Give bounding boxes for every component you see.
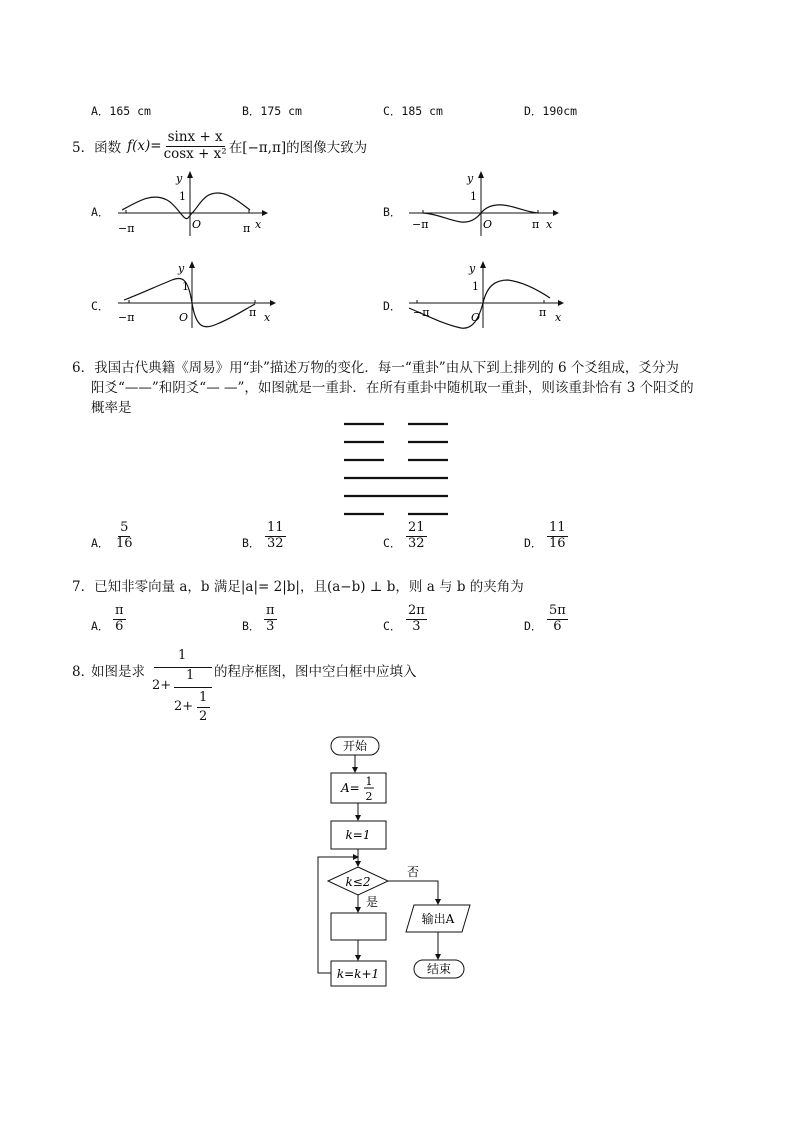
- graph-a-y-label: y: [176, 172, 183, 185]
- graph-b-y-label: y: [467, 172, 474, 185]
- graph-c-y-label: y: [178, 262, 185, 275]
- graph-c-neg-pi: −π: [118, 311, 135, 324]
- hexagram: [340, 418, 452, 520]
- q6-option-c-label: C．: [383, 536, 402, 550]
- q4-option-d: D．190cm: [524, 104, 578, 118]
- q7-option-d-label: D．: [524, 619, 543, 633]
- graph-d: [403, 258, 568, 330]
- q5-label-d: D．: [383, 299, 402, 313]
- q5-fraction-numerator: sinx + x: [167, 129, 223, 145]
- q8-text-before: 如图是求: [91, 664, 145, 680]
- graph-c-origin: O: [179, 311, 189, 324]
- graph-a-neg-pi: −π: [118, 222, 135, 235]
- q5-number: 5．: [72, 140, 95, 157]
- flowchart-assign-a: A=: [341, 781, 360, 795]
- graph-b-neg-pi: −π: [412, 218, 429, 231]
- flowchart-start-label: 开始: [342, 739, 368, 753]
- q7-option-a-label: A．: [91, 619, 110, 633]
- q5-label-a: A．: [91, 205, 110, 219]
- q6-option-b-value: $\frac{11}{32}$: [267, 520, 284, 551]
- graph-a-origin: O: [192, 218, 202, 231]
- flowchart-assign-a-den: 2: [365, 790, 373, 803]
- q6-option-d-value: $\frac{11}{16}$: [549, 520, 566, 551]
- graph-a: [112, 170, 272, 240]
- flowchart-init-k: k=1: [345, 828, 371, 842]
- q7-option-a-value: $\frac{\pi}{6}$: [115, 603, 124, 634]
- flowchart-increment: k=k+1: [336, 967, 380, 981]
- q6-option-d-label: D．: [524, 536, 543, 550]
- flowchart-output: 输出A: [421, 912, 455, 926]
- graph-d-neg-pi: −π: [413, 306, 430, 319]
- q6-stem: [72, 358, 694, 418]
- graph-d-one: 1: [472, 280, 479, 293]
- q5-text-before: 函数: [94, 140, 122, 157]
- q8-text-after: 的程序框图，图中空白框中应填入: [214, 664, 417, 680]
- q7-option-b-label: B．: [242, 619, 261, 633]
- q5-label-c: C．: [91, 299, 110, 313]
- flowchart-blank-box: [331, 913, 386, 940]
- graph-a-pi: π: [243, 222, 251, 235]
- graph-b-x-label: x: [546, 218, 553, 231]
- q5-fraction-denominator: cosx + x²: [163, 145, 227, 162]
- q6-line-3: 概率是: [91, 400, 132, 416]
- q6-option-a-value: $\frac{5}{16}$: [116, 520, 133, 551]
- graph-b-origin: O: [483, 218, 493, 231]
- q4-option-a: A．165 cm: [91, 104, 151, 118]
- q7-option-b-value: $\frac{\pi}{3}$: [266, 603, 275, 634]
- flowchart-assign-a-num: 1: [365, 775, 373, 788]
- q6-option-c-value: $\frac{21}{32}$: [408, 520, 425, 551]
- q5-label-b: B．: [383, 205, 402, 219]
- q4-option-b: B．175 cm: [242, 104, 302, 118]
- q7-option-c-label: C．: [383, 619, 402, 633]
- q8-number: 8．: [72, 664, 95, 680]
- graph-d-pi: π: [539, 306, 547, 319]
- flowchart-no-label: 否: [407, 865, 420, 879]
- graph-c-x-label: x: [264, 311, 271, 324]
- graph-b: [403, 170, 563, 240]
- flowchart-condition: k≤2: [345, 875, 371, 889]
- graph-d-origin: O: [471, 311, 481, 324]
- q7-option-d-value: $\frac{5\pi}{6}$: [549, 603, 566, 634]
- q5-stem: [72, 130, 367, 162]
- q6-option-a-label: A．: [91, 536, 110, 550]
- q7-stem: 7．已知非零向量 a，b 满足|a|= 2|b|，且(a−b) ⊥ b，则 a 与 b 的夹角为: [72, 579, 524, 595]
- q6-line-1: 6．我国古代典籍《周易》用“卦”描述万物的变化．每一“重卦”由从下到上排列的 6 个爻组成，爻分为: [72, 360, 679, 376]
- graph-d-x-label: x: [555, 311, 562, 324]
- q7-option-c-value: $\frac{2\pi}{3}$: [408, 603, 425, 634]
- graph-b-pi: π: [532, 218, 540, 231]
- q4-option-c: C．185 cm: [383, 104, 443, 118]
- flowchart-end-label: 结束: [426, 962, 452, 976]
- graph-c: [112, 258, 282, 330]
- graph-c-pi: π: [249, 306, 257, 319]
- q8-continued-fraction: 1 2+ 1 2+ 1 2: [152, 648, 214, 728]
- q5-fraction: [162, 130, 229, 162]
- q6-line-2: 阳爻“——”和阴爻“— —”，如图就是一重卦．在所有重卦中随机取一重卦，则该重卦恰有 3 个阳爻的: [91, 380, 694, 396]
- flowchart: [310, 730, 480, 992]
- graph-d-y-label: y: [469, 262, 476, 275]
- graph-c-one: 1: [182, 280, 189, 293]
- graph-a-one: 1: [179, 190, 186, 203]
- flowchart-yes-label: 是: [366, 895, 379, 909]
- q5-text-after: 在[−π,π]的图像大致为: [228, 140, 368, 157]
- graph-a-x-label: x: [255, 218, 262, 231]
- graph-b-one: 1: [470, 190, 477, 203]
- q6-option-b-label: B．: [242, 536, 261, 550]
- q5-func-name: f(x)=: [127, 138, 162, 155]
